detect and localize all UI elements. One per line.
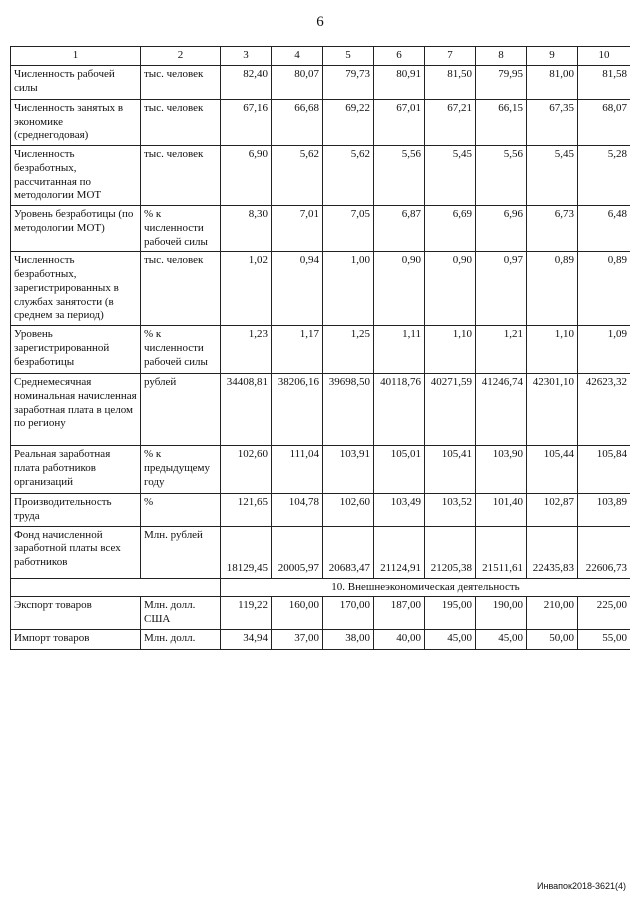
row-label: Уровень зарегистрированной безработицы [11,326,141,374]
value-cell: 8,30 [221,206,272,252]
value-cell: 103,91 [323,446,374,494]
value-cell: 195,00 [425,597,476,630]
header-cell: 4 [272,47,323,66]
row-unit: Млн. долл. США [141,597,221,630]
row-label: Производительность труда [11,494,141,527]
section-spacer [11,578,221,597]
value-cell: 111,04 [272,446,323,494]
row-label: Реальная заработная плата работников организаций [11,446,141,494]
value-cell: 1,02 [221,252,272,326]
row-label: Экспорт товаров [11,597,141,630]
header-cell: 5 [323,47,374,66]
row-label: Численность безработных, зарегистрированных в службах занятости (в среднем за период) [11,252,141,326]
value-cell: 5,45 [527,146,578,206]
value-cell: 67,35 [527,99,578,145]
row-unit: Млн. рублей [141,526,221,578]
table-row [11,494,631,527]
value-cell: 21511,61 [476,526,527,578]
value-cell: 0,89 [578,252,631,326]
table-row [11,446,631,494]
row-unit: тыс. человек [141,99,221,145]
value-cell: 1,09 [578,326,631,374]
row-unit: тыс. человек [141,252,221,326]
value-cell: 50,00 [527,629,578,649]
header-cell: 9 [527,47,578,66]
header-cell: 7 [425,47,476,66]
value-cell: 170,00 [323,597,374,630]
value-cell: 67,01 [374,99,425,145]
header-cell: 2 [141,47,221,66]
page-number: 6 [316,14,324,30]
table-row [11,146,631,206]
row-unit: % к предыдущему году [141,446,221,494]
table-row [11,99,631,145]
value-cell: 39698,50 [323,374,374,446]
value-cell: 37,00 [272,629,323,649]
value-cell: 42301,10 [527,374,578,446]
value-cell: 103,89 [578,494,631,527]
section-title: 10. Внешнеэкономическая деятельность [221,578,631,597]
row-unit: рублей [141,374,221,446]
value-cell: 5,28 [578,146,631,206]
value-cell: 40118,76 [374,374,425,446]
value-cell: 1,21 [476,326,527,374]
value-cell: 82,40 [221,65,272,99]
value-cell: 103,90 [476,446,527,494]
value-cell: 22606,73 [578,526,631,578]
value-cell: 38206,16 [272,374,323,446]
value-cell: 80,91 [374,65,425,99]
value-cell: 34408,81 [221,374,272,446]
row-label: Численность занятых в экономике (среднегодовая) [11,99,141,145]
value-cell: 121,65 [221,494,272,527]
value-cell: 21205,38 [425,526,476,578]
value-cell: 7,05 [323,206,374,252]
table-row [11,629,631,649]
value-cell: 34,94 [221,629,272,649]
table-row [11,374,631,446]
row-label: Численность рабочей силы [11,65,141,99]
value-cell: 102,60 [323,494,374,527]
value-cell: 1,10 [425,326,476,374]
row-unit: тыс. человек [141,65,221,99]
value-cell: 45,00 [476,629,527,649]
row-label: Численность безработных, рассчитанная по методологии МОТ [11,146,141,206]
section-header-row [11,578,631,597]
value-cell: 105,84 [578,446,631,494]
value-cell: 190,00 [476,597,527,630]
value-cell: 55,00 [578,629,631,649]
value-cell: 119,22 [221,597,272,630]
header-cell: 3 [221,47,272,66]
value-cell: 6,73 [527,206,578,252]
row-unit: % к численности рабочей силы [141,206,221,252]
value-cell: 0,97 [476,252,527,326]
value-cell: 79,95 [476,65,527,99]
value-cell: 104,78 [272,494,323,527]
value-cell: 38,00 [323,629,374,649]
value-cell: 69,22 [323,99,374,145]
value-cell: 1,00 [323,252,374,326]
table-row [11,206,631,252]
value-cell: 6,69 [425,206,476,252]
value-cell: 103,52 [425,494,476,527]
row-label: Уровень безработицы (по методологии МОТ) [11,206,141,252]
row-unit: % к численности рабочей силы [141,326,221,374]
value-cell: 187,00 [374,597,425,630]
value-cell: 81,58 [578,65,631,99]
header-cell: 6 [374,47,425,66]
table-row [11,65,631,99]
value-cell: 1,17 [272,326,323,374]
value-cell: 105,41 [425,446,476,494]
value-cell: 105,01 [374,446,425,494]
row-label: Среднемесячная номинальная начисленная заработная плата в целом по региону [11,374,141,446]
value-cell: 18129,45 [221,526,272,578]
value-cell: 21124,91 [374,526,425,578]
value-cell: 5,62 [272,146,323,206]
indicators-table [10,46,630,650]
value-cell: 81,00 [527,65,578,99]
row-label: Импорт товаров [11,629,141,649]
value-cell: 41246,74 [476,374,527,446]
value-cell: 1,11 [374,326,425,374]
value-cell: 160,00 [272,597,323,630]
value-cell: 7,01 [272,206,323,252]
value-cell: 6,96 [476,206,527,252]
value-cell: 101,40 [476,494,527,527]
value-cell: 67,21 [425,99,476,145]
value-cell: 79,73 [323,65,374,99]
header-cell: 1 [11,47,141,66]
value-cell: 1,23 [221,326,272,374]
table-header-row [11,47,631,66]
header-cell: 8 [476,47,527,66]
value-cell: 102,60 [221,446,272,494]
value-cell: 102,87 [527,494,578,527]
value-cell: 66,15 [476,99,527,145]
value-cell: 0,89 [527,252,578,326]
row-label: Фонд начисленной заработной платы всех работников [11,526,141,578]
value-cell: 68,07 [578,99,631,145]
value-cell: 20683,47 [323,526,374,578]
value-cell: 20005,97 [272,526,323,578]
value-cell: 45,00 [425,629,476,649]
value-cell: 5,56 [374,146,425,206]
value-cell: 67,16 [221,99,272,145]
document-stamp-code: Инвапок2018-3621(4) [537,881,626,891]
value-cell: 6,90 [221,146,272,206]
value-cell: 0,90 [425,252,476,326]
table-container [10,46,630,866]
value-cell: 42623,32 [578,374,631,446]
value-cell: 1,25 [323,326,374,374]
value-cell: 80,07 [272,65,323,99]
table-row [11,326,631,374]
table-row [11,526,631,578]
value-cell: 6,87 [374,206,425,252]
row-unit: Млн. долл. [141,629,221,649]
value-cell: 81,50 [425,65,476,99]
value-cell: 210,00 [527,597,578,630]
value-cell: 6,48 [578,206,631,252]
value-cell: 5,45 [425,146,476,206]
row-unit: тыс. человек [141,146,221,206]
value-cell: 66,68 [272,99,323,145]
value-cell: 0,90 [374,252,425,326]
value-cell: 5,62 [323,146,374,206]
table-row [11,252,631,326]
value-cell: 5,56 [476,146,527,206]
value-cell: 103,49 [374,494,425,527]
row-unit: % [141,494,221,527]
value-cell: 225,00 [578,597,631,630]
header-cell: 10 [578,47,631,66]
table-row [11,597,631,630]
value-cell: 22435,83 [527,526,578,578]
value-cell: 40,00 [374,629,425,649]
value-cell: 105,44 [527,446,578,494]
value-cell: 1,10 [527,326,578,374]
value-cell: 40271,59 [425,374,476,446]
value-cell: 0,94 [272,252,323,326]
